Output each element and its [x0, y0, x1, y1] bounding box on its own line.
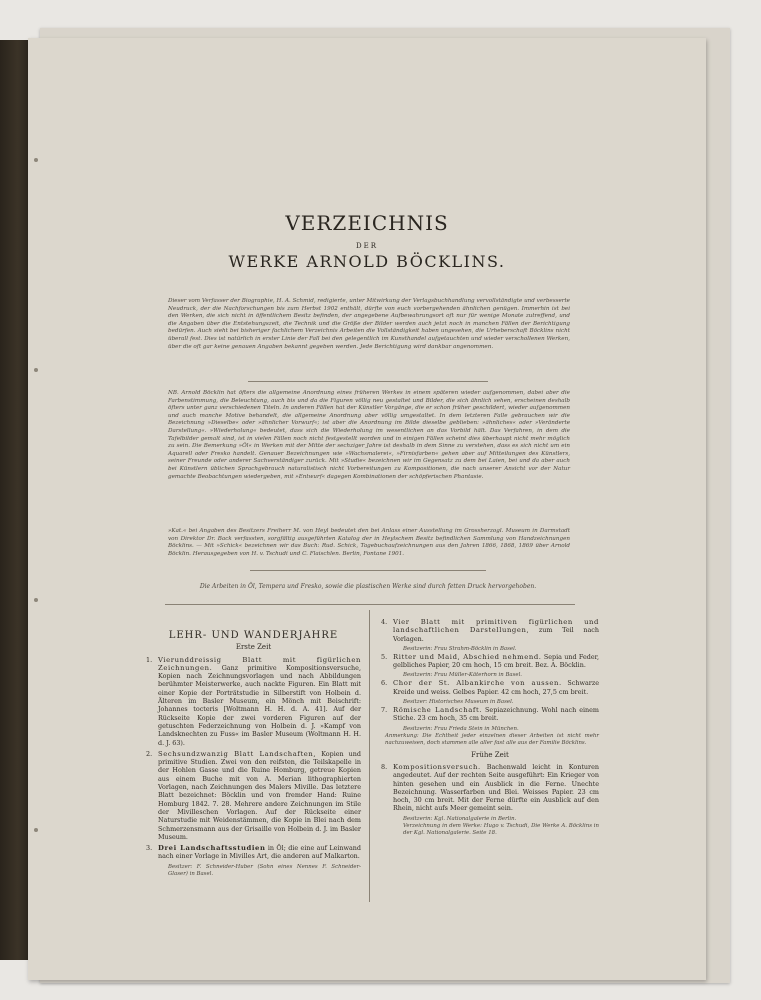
catalog-entry	[146, 656, 361, 747]
binding-stitch	[34, 368, 38, 372]
bold-print-footnote: Die Arbeiten in Öl, Tempera und Fresko, sowie die plastischen Werke sind durch fetten Druck hervorgehoben.	[199, 583, 537, 590]
intro-paragraph: Dieser vom Verfasser der Biographie, H. A. Schmid, redigierte, unter Mitwirkung der Verlagsbuchhandlung vervollständigte und verbesserte Neudruck, der die Nachforschungen bis zum Herbst 1902 enthält, dürfte von euch vorbergehenden ähnlichen genügen. Immerhin ist bei den Werken, die sich nicht in öffentlichem Besitz befinden, der angegebene Aufbewahrungsort oft nur für wenige Monate zutreffend, und die Angaben über die Entstehungszeit, die Technik und die Größe der Bilder werden auch jetzt noch in manchen Fällen der Berichtigung bedürfen. Auch sieht bei bisheriger fachlichem Verzeichnis Arbeiten die Vollständigkeit haben ungesehen, die Urheberschaft Böcklins nicht überall fest. Dies ist natürlich in erster Linie der Fall bei den gelegentlich im Kunsthandel aufgetauchten und wieder verschollenen Werken, über die oft gar keine genauen Angaben bekannt gegeben werden. Jede Berichtigung wird dankbar angenommen.	[168, 298, 570, 350]
catalog-entry	[146, 844, 361, 861]
catalog-entry	[381, 679, 599, 696]
document-page	[28, 38, 706, 980]
left-column	[146, 618, 361, 878]
binding-stitch	[34, 598, 38, 602]
divider	[250, 570, 486, 571]
entry-text: zum Teil nach Vorlagen.	[393, 626, 599, 643]
entry-title: Kompositionsversuch.	[393, 762, 481, 771]
entry-title: Chor der St. Albankirche von aussen.	[393, 679, 562, 688]
column-divider	[369, 610, 370, 902]
entry-text: Sepiazeichnung. Wohl nach einem Stiche. 23 cm hoch, 35 cm breit.	[393, 706, 599, 723]
title-verzeichnis: VERZEICHNIS	[285, 211, 449, 235]
entry-title: Römische Landschaft.	[393, 706, 483, 715]
entry-title: Sechsundzwanzig Blatt Landschaften,	[158, 749, 317, 758]
section-title: LEHR- UND WANDERJAHRE	[168, 630, 339, 641]
entry-text: Schwarze Kreide und weiss. Gelbes Papier. 42 cm hoch, 27,5 cm breit.	[393, 679, 599, 696]
binding-stitch	[34, 828, 38, 832]
entry-title: Ritter und Maid, Abschied nehmend.	[393, 652, 542, 661]
entry-number: 7.	[381, 706, 388, 715]
entry-text: Bachenwald leicht in Konturen angedeutet. Auf der rechten Seite ausgeführt: Ein Krieger von hinten gesehen und ein Ausblick in die Ferne. Unechte Bezeichnung. Wasserfarben und Blei. Weisses Papier. 23 cm hoch, 30 cm breit. Mit der Ferne dürfte ein Ausblick auf den Rhein, nicht aufs Meer gemeint sein.	[393, 762, 599, 813]
entry-text: Ganz primitive Kompositionsversuche, Kopien nach Zeichnungsvorlagen und nach Abbildungen berühmter Meisterwerke, auch nackte Figuren. Ein Blatt mit einer Kopie der Porträtstudie in Silberstift von Holbein d. Älteren im Basler Museum, ein Mönch mit Beischrift: Johannes tocteris [Woltmann H. H. d. A. 41]. Auf der Rückseite Kopie der zwei vorderen Figuren auf der getuschten Federzeichnung von Holbein d. J. »Kampf von Landsknechten zu Fuss« im Basler Museum (Woltmann H. H. d. J. 63).	[158, 663, 361, 747]
entry-number: 2.	[146, 749, 153, 758]
divider	[248, 381, 488, 382]
catalog-entry	[146, 750, 361, 841]
entry-owner: Besitzer: Historisches Museum in Basel.	[403, 699, 514, 706]
entry-title: Drei Landschaftsstudien	[158, 844, 266, 853]
entry-number: 5.	[381, 652, 388, 661]
entry-number: 8.	[381, 762, 388, 771]
right-column	[381, 618, 599, 841]
entry-number: 3.	[146, 844, 153, 853]
entry-note: Verzeichnung in dem Werke: Hugo v. Tschudi, Die Werke A. Böcklins in der Kgl. Nationalgalerie. Seite 18.	[403, 822, 599, 836]
catalog-entry	[381, 653, 599, 670]
subsection-title: Erste Zeit	[235, 643, 272, 652]
entry-text: in Öl; die eine auf Leinwand nach einer Vorlage in Mivilles Art, die anderen auf Malkarton.	[158, 844, 361, 861]
entry-text: Sepia und Feder, gelbliches Papier, 20 cm hoch, 15 cm breit. Bez. A. Böcklin.	[393, 652, 599, 670]
title-der: DER	[356, 242, 378, 250]
entry-owner: Besitzerin: Frau Frieda Stein in München.	[403, 725, 519, 732]
catalog-entry	[381, 706, 599, 723]
divider	[165, 604, 575, 605]
title-werke: WERKE ARNOLD BÖCKLINS.	[228, 252, 506, 271]
entry-note: Anmerkung: Die Echtheit jeder einzelnen dieser Arbeiten ist nicht mehr nachzuweisen, doch stammen alle aller fast alle aus der Familie Böcklins.	[385, 732, 599, 746]
catalog-entry	[381, 763, 599, 813]
book-binding	[0, 40, 30, 960]
subsection-title: Frühe Zeit	[471, 750, 509, 759]
entry-number: 1.	[146, 655, 153, 664]
entry-owner: Besitzerin: Frau Müller-Käterhorn in Basel.	[403, 672, 523, 679]
entry-owner: Besitzer: F. Schneider-Huber (Sohn eines Nennes F. Schneider-Glaser) in Basel.	[168, 863, 361, 877]
entry-title: Vierunddreissig Blatt mit figürlichen Zeichnungen.	[158, 655, 361, 672]
entry-number: 6.	[381, 679, 388, 688]
nb-paragraph: NB. Arnold Böcklin hat öfters die allgemeine Anordnung eines früheren Werkes in einem späteren wieder aufgenommen, dabei aber die Farbenstimmung, die Beleuchtung, auch bis und da die Figuren völlig neu gestaltet und Bilder, die sich ähnlich sehen, erscheinen deshalb öfters unter ganz verschiedenen Titeln. In anderen Fällen hat der Künstler Vorgänge, die er schon früher geschildert, wieder aufgenommen und auch manche Motive behandelt, die allgemeine Anordnung aber völlig umgestaltet. In dem letzteren Falle gebrauchen wir die Bezeichnung »Dieselbe« oder »ähnlicher Vorwurf«; ist aber die Anordnung im Bilde dieselbe geblieben: »ähnliches« oder »Veränderte Darstellung«. »Wiederholung« bedeutet, dass sich die Wiederholung im wesentlichen an das Vorbild hält. Das Verfahren, in dem die Tafelbilder gemalt sind, ist in vielen Fällen noch nicht festgestellt worden und in einigen Fällen scheint dies überhaupt nicht mehr möglich zu sein. Die Bemerkung »Öl« in Werken mit der Mitte der sechziger Jahre ist deshalb in dem Sinne zu verstehen, dass es sich nicht um ein Aquarell oder Fresko handelt. Genauer Bezeichnungen wie »Wachsmalerei«, »Firnisfarben« gehen aber auf Mitteilungen des Künstlers, seiner Freunde oder anderer Sachverständiger zurück. Mit »Studie« bezeichnen wir im Gegensatz zu dem bei Laien, bei und da aber auch bei Künstlern üblichen Sprachgebrauch naturalistisch nicht Vorbereitungen zu Kompositionen, die nach unserer Ansicht vor der Natur gemachte Beobachtungen wiedergeben, mit »Entwurf« dagegen Kombinationen der schöpferischen Phantasie.	[168, 390, 570, 480]
catalog-entry	[381, 618, 599, 643]
entry-owner: Besitzerin: Frau Strahm-Böcklin in Basel.	[403, 645, 517, 652]
kat-paragraph: »Kat.« bei Angaben des Besitzers Freiherr M. von Heyl bedeutet den bei Anlass einer Ausstellung im Grossherzogl. Museum in Darmstadt von Direktor Dr. Back verfassten, sorgfältig ausgeführten Katalog der in Heylschem Besitz befindlichen Sammlung von Handzeichnungen Böcklins. — Mit »Schick« bezeichnen wir das Buch: Rud. Schick, Tagebuchaufzeichnungen aus den Jahren 1866, 1868, 1869 über Arnold Böcklin. Herausgegeben von H. v. Tschudi und C. Flaischlen. Berlin, Fontane 1901.	[168, 528, 570, 557]
entry-title: Vier Blatt mit primitiven figürlichen und landschaftlichen Darstellungen,	[393, 618, 599, 635]
entry-owner: Besitzerin: Kgl. Nationalgalerie in Berlin.	[403, 815, 517, 822]
entry-text: Kopien und primitive Studien. Zwei von den reifsten, die Teilskapelle in der Hohlen Gasse und die Ruine Homburg, getreue Kopien aus einem Buche mit von A. Merian lithographierten Vorlagen, nach Zeichnungen des Malers Miville. Das letztere Blatt bezeichnet: Böcklin und von fremder Hand: Ruine Homburg 1842. 7. 28. Mehrere andere Zeichnungen im Stile der Mivilleschen Vorlagen. Auf der Rückseite einer Naturstudie mit Weidenstämmen, die Kopie in Blei nach dem Schmerzensmann aus der Grisaille von Holbein d. J. im Basler Museum.	[158, 749, 361, 841]
entry-number: 4.	[381, 618, 388, 626]
binding-stitch	[34, 158, 38, 162]
